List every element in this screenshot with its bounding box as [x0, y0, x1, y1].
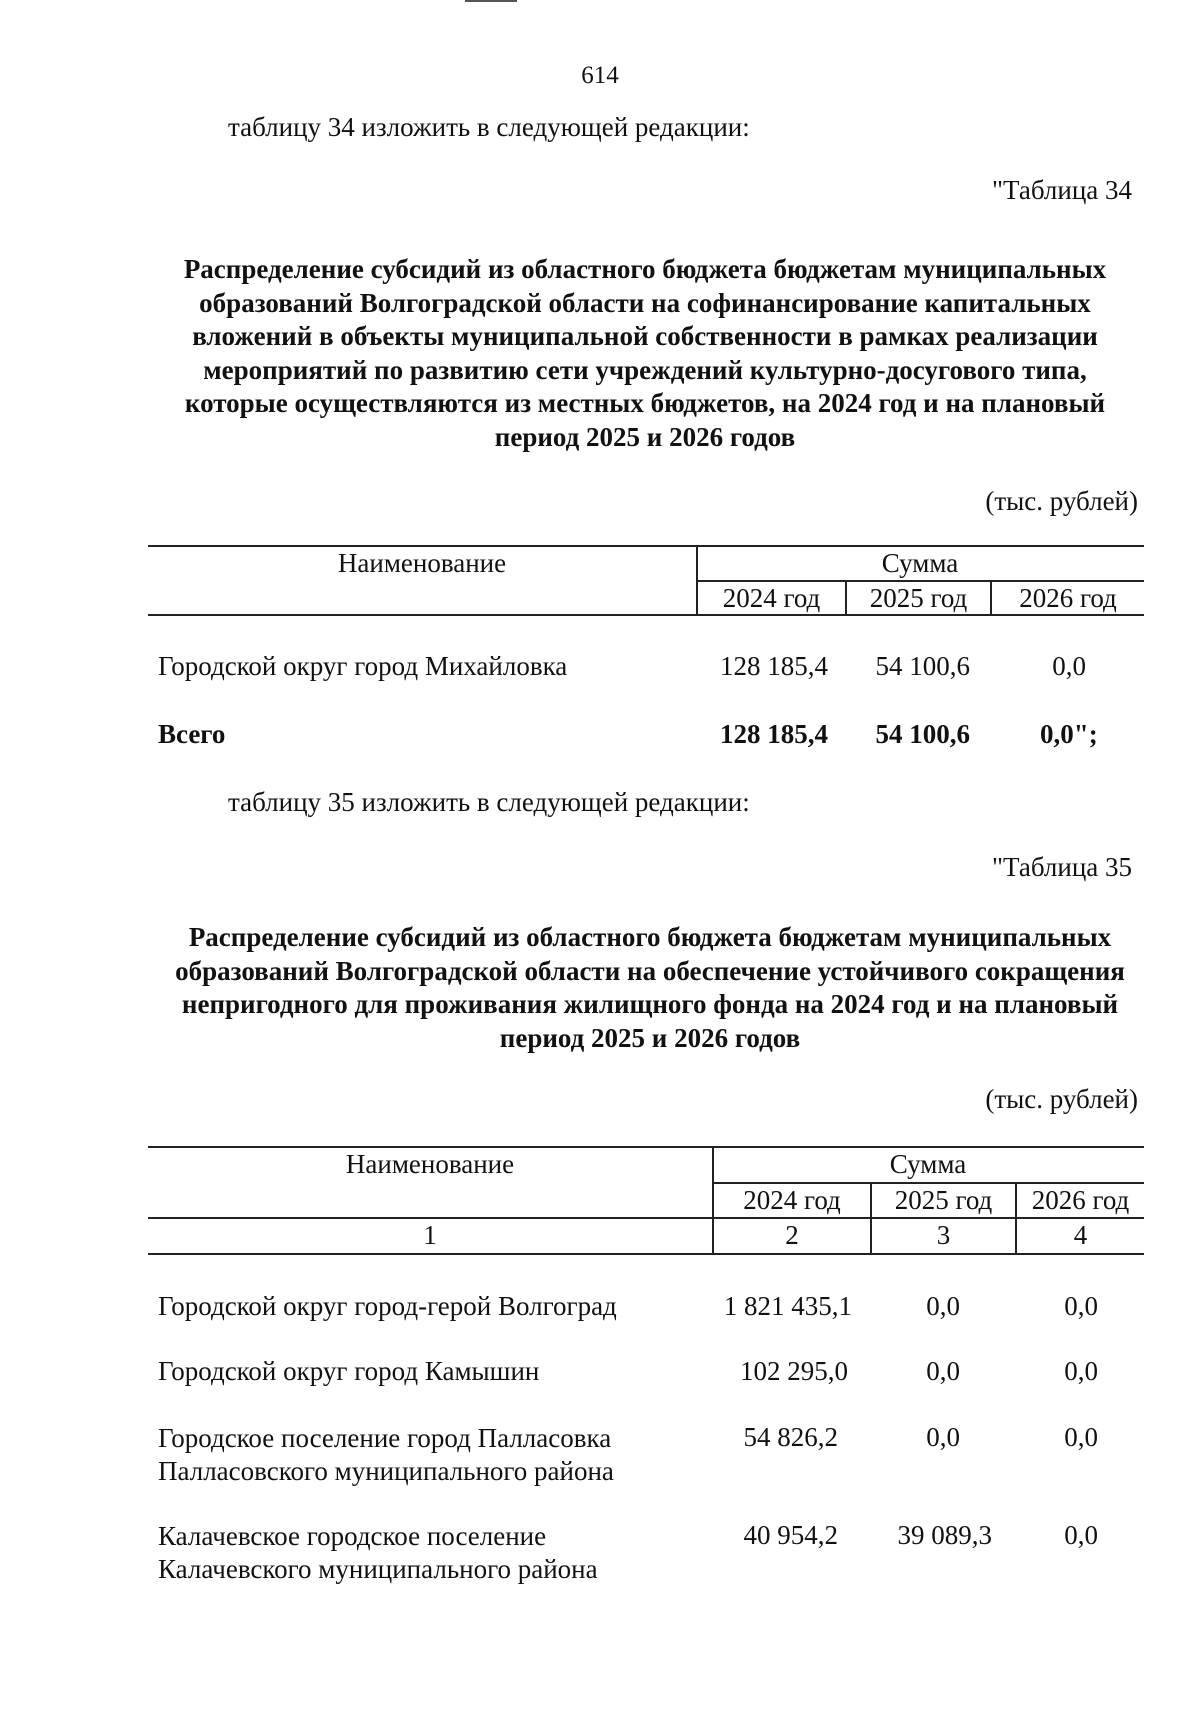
row-value-2024: 128 185,4	[720, 651, 828, 681]
row-value-2025: 0,0	[926, 1291, 960, 1321]
table34-label: "Таблица 34	[992, 175, 1132, 205]
table35-colnum-3: 3	[936, 1220, 951, 1250]
table35-header-year-2025: 2025 год	[894, 1185, 993, 1215]
row-value-2024: 1 821 435,1	[723, 1291, 852, 1321]
scan-mark	[465, 0, 517, 2]
row-value-2026: 0,0	[1064, 1422, 1098, 1452]
table35-colnum-2: 2	[785, 1220, 799, 1250]
table35-header-year-2024: 2024 год	[743, 1185, 841, 1215]
table35-colnum-4: 4	[1073, 1220, 1088, 1250]
table34-header-year-2025: 2025 год	[869, 583, 968, 613]
table35-header-name: Наименование	[345, 1149, 515, 1179]
table34-title: Распределение субсидий из областного бюджета бюджетам муниципальных образований Волгоградской области на софинансирование капитальных вложений в объекты муниципальной собственности в рамках реализации мероприятий по развитию сети учреждений культурно-досугового типа, которые осуществляются из местных бюджетов, на 2024 год и на плановый период 2025 и 2026 годов	[183, 254, 1107, 452]
total-value-2026: 0,0";	[1040, 719, 1098, 749]
row-name: Городской округ город Камышин	[158, 1356, 540, 1386]
table34-header-sum: Сумма	[881, 548, 959, 578]
row-value-2025: 0,0	[926, 1356, 960, 1386]
table34-header-year-2024: 2024 год	[722, 583, 821, 613]
table34-header-year-2026: 2026 год	[1019, 583, 1117, 613]
row-name: Калачевское городское поселение Калачевского муниципального района	[158, 1521, 598, 1584]
row-value-2024: 102 295,0	[740, 1356, 848, 1386]
row-name: Городское поселение город Палласовка Палласовского муниципального района	[158, 1423, 614, 1486]
total-value-2024: 128 185,4	[720, 719, 828, 749]
table35-header-year-2026: 2026 год	[1031, 1185, 1130, 1215]
table34-header-name: Наименование	[337, 548, 507, 578]
row-value-2025: 0,0	[926, 1422, 960, 1452]
table34-units: (тыс. рублей)	[985, 486, 1138, 516]
table35-header-sum: Сумма	[889, 1149, 967, 1179]
row-value-2026: 0,0	[1064, 1520, 1098, 1550]
page-number: 614	[581, 62, 619, 89]
total-value-2025: 54 100,6	[875, 719, 970, 749]
row-value-2025: 39 089,3	[897, 1520, 992, 1550]
table35-intro: таблицу 35 изложить в следующей редакции:	[228, 787, 750, 817]
row-name: Городской округ город-герой Волгоград	[158, 1291, 617, 1321]
table35-units: (тыс. рублей)	[985, 1084, 1138, 1114]
row-value-2025: 54 100,6	[875, 651, 970, 681]
table34-intro: таблицу 34 изложить в следующей редакции:	[228, 112, 750, 142]
row-value-2024: 54 826,2	[743, 1422, 838, 1452]
row-value-2026: 0,0	[1052, 651, 1086, 681]
row-value-2026: 0,0	[1064, 1356, 1098, 1386]
table35-title: Распределение субсидий из областного бюджета бюджетам муниципальных образований Волгоградской области на обеспечение устойчивого сокращения непригодного для проживания жилищного фонда на 2024 год и на плановый период 2025 и 2026 годов	[175, 922, 1125, 1053]
table35-label: "Таблица 35	[992, 852, 1132, 882]
row-value-2024: 40 954,2	[743, 1520, 838, 1550]
table35-colnum-1: 1	[423, 1220, 437, 1250]
row-name: Городской округ город Михайловка	[158, 651, 568, 681]
total-name: Всего	[158, 719, 226, 749]
row-value-2026: 0,0	[1064, 1291, 1098, 1321]
